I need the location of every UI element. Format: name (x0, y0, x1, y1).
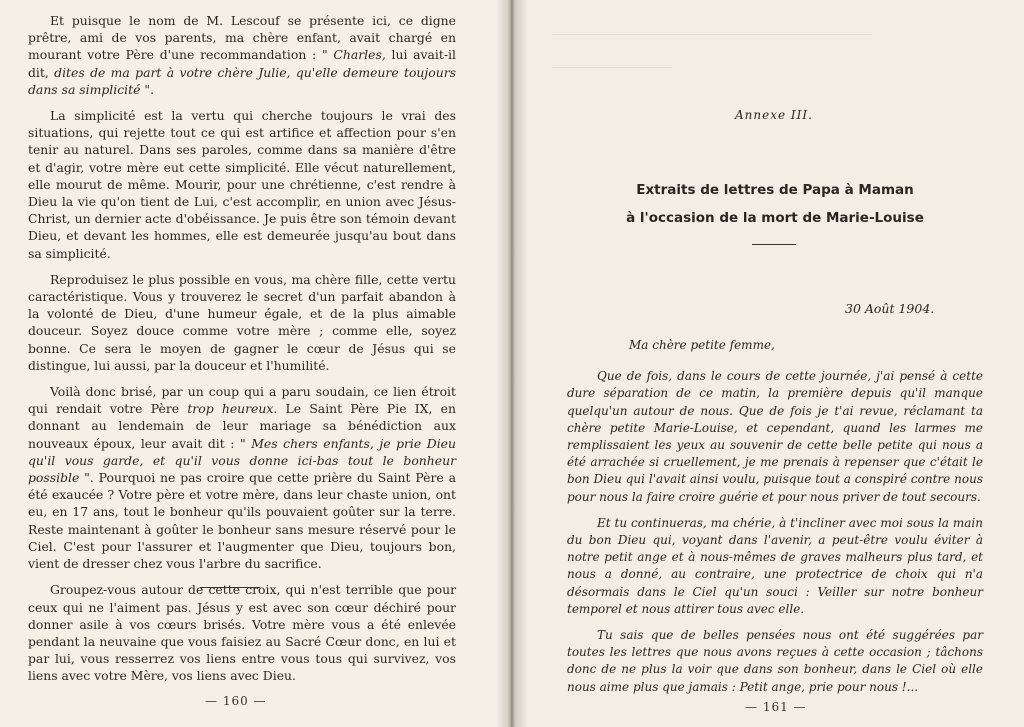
text-run: lui avait-il dit, (28, 47, 456, 80)
letter-paragraph: Et tu continueras, ma chérie, à t'incliner avec moi sous la main du bon Dieu qui, voyant dans l'avenir, a peut-être voulu éviter à notre petit ange et à nous-mêmes de graves malheurs plus tard, et nous a donné, au contraire, une protectrice de choix qui n'a désormais dans le Ciel qu'un souci : Veiller sur notre bonheur temporel et nous attirer tous avec elle. (567, 515, 983, 616)
left-paragraph (28, 383, 456, 572)
left-paragraph (28, 581, 456, 684)
text-run: La simplicité est la vertu qui cherche toujours le vrai des situations, qui rejette tout ce qui est artifice et affection pour s'en tenir au naturel. Dans ses paroles, comme dans sa manière d'être et d'agir, votre mère eut cette simplicité. Elle vécut naturellement, elle mourut de même. Mourir, pour une chrétienne, c'est rendre à Dieu la vie qu'on tient de Lui, c'est accomplir, en union avec Jésus-Christ, un dernier acte d'obéissance. Je puis être son témoin devant Dieu, et devant les hommes, elle est demeurée jusqu'au bout dans sa simplicité. (28, 108, 456, 261)
italic-run: trop heureux. (187, 401, 278, 417)
annexe-label: Annexe III. (735, 108, 813, 122)
left-paragraph (28, 12, 456, 98)
right-page-number: — 161 — (745, 700, 807, 714)
show-through-text (552, 28, 992, 80)
italic-run: dites de ma part à votre chère Julie, qu'elle demeure toujours dans sa simplicité (28, 64, 456, 97)
left-page-number: — 160 — (205, 694, 267, 708)
text-run: Le Saint Père Pie IX, en donnant au lendemain de leur mariage sa bénédiction aux nouveaux époux, leur avait dit : " (28, 401, 456, 451)
text-run: Et puisque le nom de M. Lescouf se présente ici, ce digne prêtre, ami de vos parents, ma chère enfant, avait chargé en mourant votre Père d'une recommandation : " (28, 13, 456, 63)
left-page-text (28, 12, 456, 694)
letter-body (567, 337, 983, 705)
section-title-line-2: à l'occasion de la mort de Marie-Louise (626, 210, 924, 226)
text-run: ". Pourquoi ne pas croire que cette prière du Saint Père a été exaucée ? Votre père et votre mère, dans leur chaste union, ont eu, en 17 ans, tout le bonheur qu'ils pouvaient goûter sur la terre. Reste maintenant à goûter le bonheur sans mesure réservé pour le Ciel. C'est pour l'assurer et l'augmenter que Dieu, toujours bon, vient de dresser chez vous l'arbre du sacrifice. (28, 470, 456, 572)
letter-date: 30 Août 1904. (845, 301, 935, 316)
letter-salutation: Ma chère petite femme, (629, 338, 775, 352)
italic-run: Charles, (333, 47, 386, 63)
section-title-line-1: Extraits de lettres de Papa à Maman (636, 182, 914, 198)
text-run: ". (140, 81, 155, 97)
letter-paragraph: Que de fois, dans le cours de cette journée, j'ai pensé à cette dure séparation de ce matin, la première depuis qu'il manque quelqu'un autour de nous. Que de fois je t'ai revue, réclamant ta chère petite Marie-Louise, et cependant, quand les larmes me remplissaient les yeux au souvenir de cette belle petite qui nous a été arrachée si cruellement, je me prenais à repenser que c'était le bon Dieu qui l'avait ainsi voulu, puisque tout a conspiré contre nous pour nous la faire croire guérie et pour nous priver de tout secours. (567, 369, 983, 504)
left-page-divider (200, 587, 260, 588)
text-run: Voilà donc brisé, par un coup qui a paru soudain, ce lien étroit qui rendait votre Père (28, 384, 456, 417)
italic-run: Mes chers enfants, je prie Dieu qu'il vous garde, et qu'il vous donne ici-bas tout le bonheur possible (28, 435, 456, 486)
title-divider (752, 244, 796, 245)
text-run: Reproduisez le plus possible en vous, ma chère fille, cette vertu caractéristique. Vous y trouverez le secret d'un parfait abandon à la volonté de Dieu, d'une humeur égale, et de la plus aimable douceur. Soyez douce comme votre mère ; comme elle, soyez bonne. Ce sera le moyen de gagner le cœur de Jésus qui se distingue, lui aussi, par la douceur et l'humilité. (28, 271, 456, 373)
book-gutter (496, 0, 528, 727)
left-paragraph (28, 271, 456, 374)
left-paragraph (28, 107, 456, 262)
left-page (0, 0, 508, 727)
text-run: Groupez-vous autour de cette croix, qui n'est terrible que pour ceux qui ne l'aiment pas. Jésus y est avec son cœur déchiré pour donner asile à vos cœurs brisés. Votre mère vous a été enlevée pendant la neuvaine que vous faisiez au Sacré Cœur donc, en lui et par lui, vous resserrez vos liens entre vous tous qui survivez, vos liens avec votre Mère, vos liens avec Dieu. (28, 582, 456, 684)
letter-paragraph: Tu sais que de belles pensées nous ont été suggérées par toutes les lettres que nous avons reçues à cette occasion ; tâchons donc de ne plus la voir que dans son bonheur, dans le Ciel où elle nous aime plus que jamais : Petit ange, prie pour nous !... (567, 628, 983, 694)
